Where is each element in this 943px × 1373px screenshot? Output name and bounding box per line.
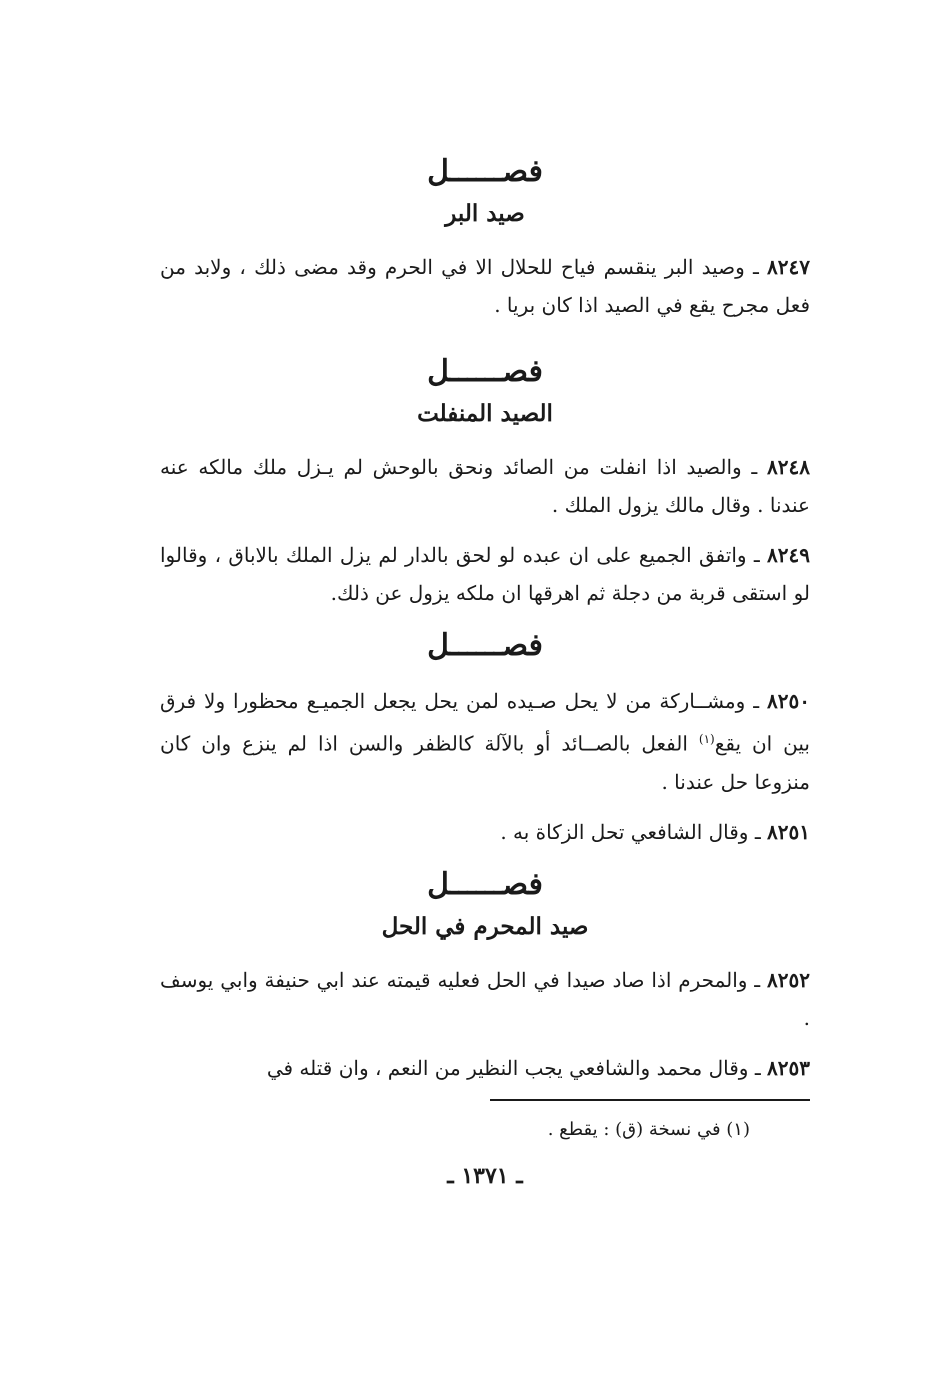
paragraph	[160, 448, 810, 524]
paragraph	[160, 1049, 810, 1087]
paragraph	[160, 813, 810, 851]
paragraph-number: ٨٢٤٩	[767, 543, 810, 567]
paragraph	[160, 248, 810, 324]
paragraph-number: ٨٢٥١	[767, 819, 810, 844]
footnote-ref: (١)	[698, 732, 715, 746]
paragraph-text: ـ وصيد البر ينقسم فياح للحلال الا في الحرم وقد مضى ذلك ، ولابد من فعل مجرح يقع في الصيد اذا كان بريا .	[160, 255, 810, 317]
section-marker: فصــــــل	[427, 354, 543, 389]
footnote-divider	[490, 1099, 810, 1101]
paragraph-text: ـ والمحرم اذا صاد صيدا في الحل فعليه قيمته عند ابي حنيفة وابي يوسف .	[160, 967, 810, 1030]
paragraph-text: ـ واتفق الجميع على ان عبده لو لحق بالدار لم يزل الملك بالاباق ، وقالوا لو استقى قربة من دجلة ثم اهرقها ان ملكه يزول عن ذلك.	[160, 543, 810, 605]
paragraph-number: ٨٢٥٠	[767, 689, 810, 713]
paragraph	[160, 961, 810, 1037]
footnote: (١) في نسخة (ق) : يقطع .	[547, 1118, 750, 1140]
page-number: ـ ١٣٧١ ـ	[447, 1162, 523, 1189]
paragraph-text: ـ وقال محمد والشافعي يجب النظير من النعم ، وان قتله في	[266, 1055, 768, 1080]
paragraph-text: ـ والصيد اذا انفلت من الصائد ونحق بالوحش لم يـزل ملك مالكه عنه عندنا . وقال مالك يزول الملك .	[160, 455, 810, 517]
paragraph	[160, 682, 810, 801]
section-heading: صيد المحرم في الحل	[381, 912, 589, 940]
document-page	[160, 150, 810, 1189]
section-heading: الصيد المنفلت	[417, 400, 553, 427]
section-marker: فصــــــل	[427, 154, 543, 189]
paragraph-text: ـ ومشــاركة من لا يحل صـيده لمن يحل يجعل الجميـع محظورا ولا فرق بين ان يقع	[160, 689, 810, 756]
paragraph-text-cont: الفعل بالصــائد أو بالآلة كالظفر والسن اذا لم ينزع وان كان منزوعا حل عندنا .	[160, 731, 810, 794]
paragraph-number: ٨٢٤٧	[767, 255, 810, 279]
paragraph-number: ٨٢٤٨	[767, 455, 810, 479]
paragraph-number: ٨٢٥٣	[767, 1055, 810, 1080]
section-heading: صيد البر	[445, 200, 525, 227]
section-marker: فصــــــل	[427, 866, 543, 902]
paragraph-number: ٨٢٥٢	[767, 967, 810, 992]
section-marker: فصــــــل	[427, 628, 543, 663]
paragraph-text: ـ وقال الشافعي تحل الزكاة به .	[500, 819, 768, 844]
paragraph	[160, 536, 810, 612]
